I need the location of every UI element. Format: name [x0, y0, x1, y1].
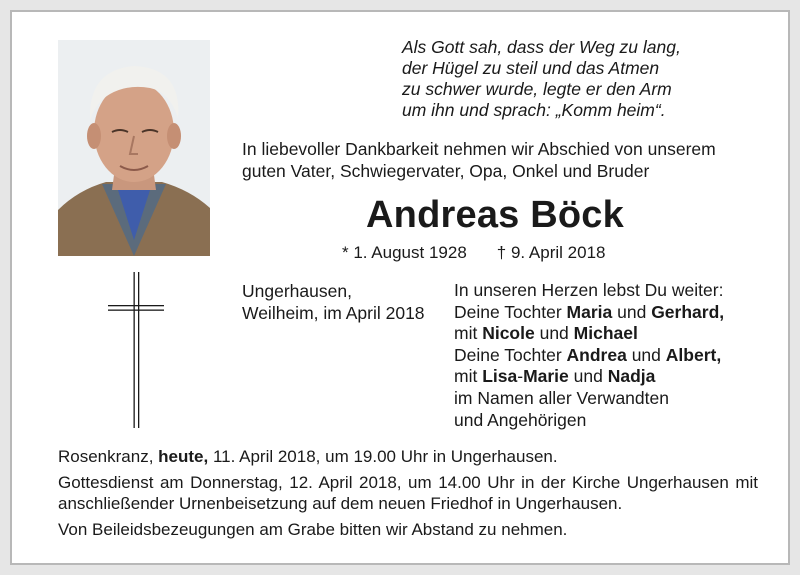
- funeral-details: [58, 446, 758, 544]
- obituary-card: [10, 10, 790, 565]
- mourner-name: Marie: [523, 366, 569, 387]
- mourners-line: [454, 302, 724, 324]
- mourners-heading: In unseren Herzen lebst Du weiter:: [454, 280, 724, 300]
- mourners-text: und: [568, 366, 608, 387]
- mourners-text: und: [626, 344, 666, 365]
- mourner-name: Lisa: [482, 366, 518, 387]
- intro-line: guten Vater, Schwiegervater, Opa, Onkel und Bruder: [242, 161, 650, 181]
- rosary-text: Rosenkranz,: [58, 447, 159, 466]
- portrait-illustration: [58, 40, 210, 256]
- life-dates: [342, 242, 605, 264]
- mourners-line: [454, 323, 724, 345]
- mourners-line: [454, 366, 724, 388]
- mourner-name: Gerhard,: [651, 301, 725, 322]
- mourner-name: Maria: [566, 301, 613, 322]
- rosary-highlight: heute,: [158, 447, 209, 466]
- mourner-name: Albert,: [665, 344, 722, 365]
- mourners-line: [454, 345, 724, 367]
- mourners-text: -: [517, 366, 524, 387]
- place-and-date: [242, 280, 425, 324]
- poem: [402, 37, 748, 121]
- service-notice: Gottesdienst am Donnerstag, 12. April 2018, um 14.00 Uhr in der Kirche Ungerhausen mit anschließender Urnenbeisetzung auf dem neuen Friedhof in Ungerhausen.: [58, 472, 758, 513]
- mourner-name: Nadja: [607, 366, 656, 387]
- mourners-text: Deine Tochter: [454, 301, 567, 322]
- intro-text: [242, 138, 762, 182]
- place-line: Weilheim, im April 2018: [242, 303, 425, 323]
- mourners-text: mit: [454, 323, 483, 344]
- poem-line: zu schwer wurde, legte er den Arm: [402, 79, 672, 99]
- rosary-notice: [58, 446, 758, 468]
- deceased-name: Andreas Böck: [366, 194, 624, 236]
- poem-line: der Hügel zu steil und das Atmen: [402, 58, 660, 78]
- death-date: † 9. April 2018: [496, 243, 606, 262]
- mourners-list: [454, 280, 724, 431]
- birth-date: * 1. August 1928: [342, 243, 467, 262]
- condolence-notice: Von Beileidsbezeugungen am Grabe bitten wir Abstand zu nehmen.: [58, 519, 568, 539]
- mourners-text: Deine Tochter: [454, 344, 567, 365]
- mourner-name: Andrea: [566, 344, 627, 365]
- mourners-text: und: [612, 301, 652, 322]
- mourners-text: und: [534, 323, 574, 344]
- poem-line: Als Gott sah, dass der Weg zu lang,: [402, 37, 681, 57]
- portrait-photo: [58, 40, 210, 256]
- cross-icon: [108, 272, 168, 432]
- place-line: Ungerhausen,: [242, 281, 352, 301]
- mourners-text: mit: [454, 366, 483, 387]
- poem-line: um ihn und sprach: „Komm heim“.: [402, 100, 666, 120]
- mourner-name: Michael: [573, 323, 638, 344]
- mourners-line: im Namen aller Verwandten: [454, 387, 669, 408]
- mourner-name: Nicole: [482, 323, 535, 344]
- intro-line: In liebevoller Dankbarkeit nehmen wir Abschied von unserem: [242, 139, 716, 159]
- rosary-text: 11. April 2018, um 19.00 Uhr in Ungerhausen.: [208, 447, 558, 466]
- mourners-line: und Angehörigen: [454, 409, 587, 430]
